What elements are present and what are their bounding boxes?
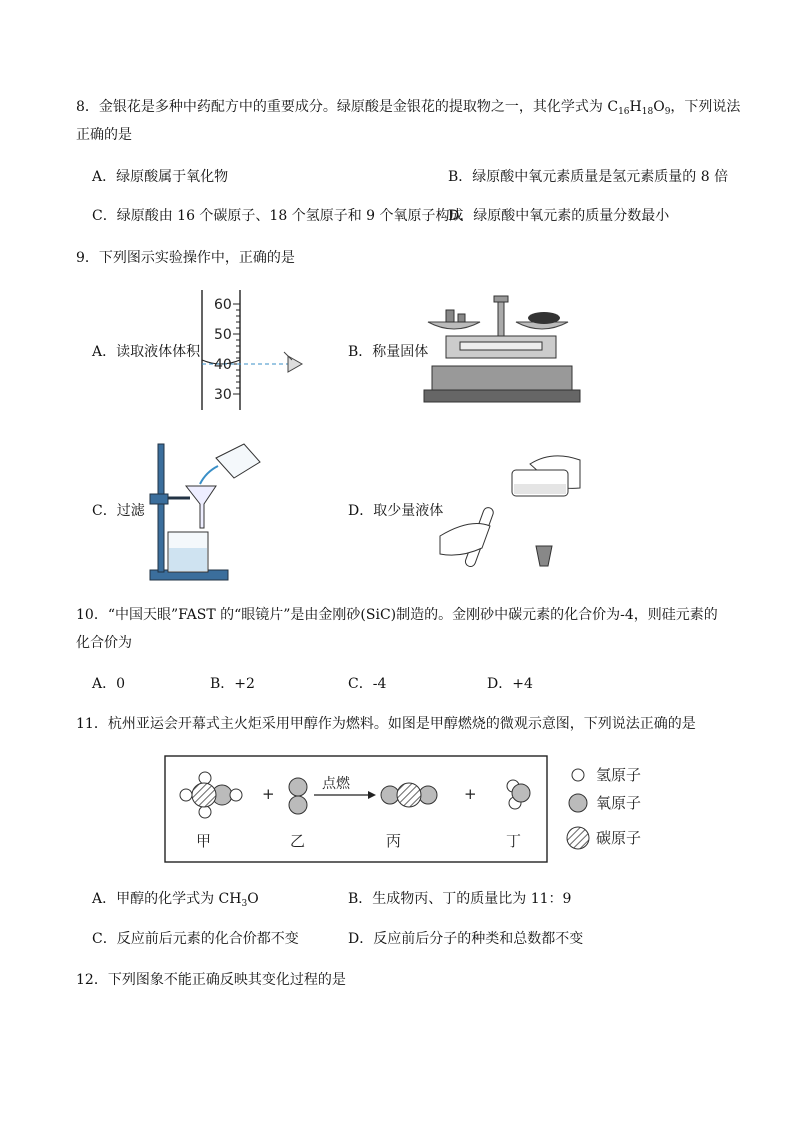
molecule-label-jia: 甲 bbox=[196, 832, 212, 850]
cylinder-tick-60: 60 bbox=[214, 297, 232, 313]
q8-stem-line2: 正确的是 bbox=[76, 127, 132, 143]
q8-option-c: C．绿原酸由 16 个碳原子、18 个氢原子和 9 个氧原子构成 bbox=[92, 208, 464, 224]
molecule-label-ding: 丁 bbox=[506, 832, 522, 850]
legend-carbon: 碳原子 bbox=[596, 829, 642, 847]
methanol-combustion-diagram bbox=[164, 755, 642, 865]
q9-option-d: D．取少量液体 bbox=[348, 503, 444, 519]
q8-option-d: D．绿原酸中氧元素的质量分数最小 bbox=[448, 208, 670, 224]
pouring-liquid-illustration bbox=[440, 448, 582, 578]
q11-option-d: D．反应前后分子的种类和总数都不变 bbox=[348, 931, 584, 947]
q10-option-c: C．-4 bbox=[348, 676, 387, 692]
cylinder-tick-40: 40 bbox=[214, 357, 232, 373]
cylinder-tick-30: 30 bbox=[214, 387, 232, 403]
q11-option-c: C．反应前后元素的化合价都不变 bbox=[92, 931, 299, 947]
q8-stem-line1: 8．金银花是多种中药配方中的重要成分。绿原酸是金银花的提取物之一，其化学式为 $C_{16}H_{18}O_9$，下列说法 bbox=[76, 99, 741, 117]
legend-oxygen-icon bbox=[569, 794, 587, 812]
q9-option-a: A．读取液体体积 bbox=[92, 344, 201, 360]
q11-option-a: A．甲醇的化学式为 $CH_3O$ bbox=[92, 891, 259, 909]
q10-stem-line2: 化合价为 bbox=[76, 635, 132, 651]
q10-option-a: A．0 bbox=[92, 676, 126, 692]
q11-option-b: B．生成物丙、丁的质量比为 11：9 bbox=[348, 891, 572, 907]
graduated-cylinder-illustration bbox=[196, 290, 308, 412]
q11-stem: 11．杭州亚运会开幕式主火炬采用甲醇作为燃料。如图是甲醇燃烧的微观示意图，下列说法正确的是 bbox=[76, 716, 696, 732]
molecule-label-bing: 丙 bbox=[386, 832, 402, 850]
legend-hydrogen: 氢原子 bbox=[596, 766, 642, 784]
plus-sign-1: + bbox=[262, 785, 275, 803]
q9-stem: 9．下列图示实验操作中，正确的是 bbox=[76, 250, 295, 266]
legend-carbon-icon bbox=[567, 827, 589, 849]
q10-stem-line1: 10．“中国天眼”FAST 的“眼镜片”是由金刚砂(SiC)制造的。金刚砂中碳元素的化合价为-4，则硅元素的 bbox=[76, 607, 718, 623]
molecule-label-yi: 乙 bbox=[290, 832, 306, 850]
reaction-condition: 点燃 bbox=[322, 776, 350, 792]
balance-scale-illustration bbox=[424, 296, 582, 406]
q10-option-d: D．+4 bbox=[487, 676, 533, 692]
q8-option-b: B．绿原酸中氧元素质量是氢元素质量的 8 倍 bbox=[448, 169, 729, 185]
q10-option-b: B．+2 bbox=[210, 676, 255, 692]
filtration-illustration bbox=[140, 438, 264, 584]
q8-option-a: A．绿原酸属于氧化物 bbox=[92, 169, 229, 185]
q12-stem: 12．下列图象不能正确反映其变化过程的是 bbox=[76, 972, 346, 988]
legend-oxygen: 氧原子 bbox=[596, 794, 642, 812]
q9-option-c: C．过滤 bbox=[92, 503, 145, 519]
q9-option-b: B．称量固体 bbox=[348, 344, 429, 360]
legend-hydrogen-icon bbox=[572, 769, 584, 781]
cylinder-tick-50: 50 bbox=[214, 327, 232, 343]
plus-sign-2: + bbox=[464, 785, 477, 803]
